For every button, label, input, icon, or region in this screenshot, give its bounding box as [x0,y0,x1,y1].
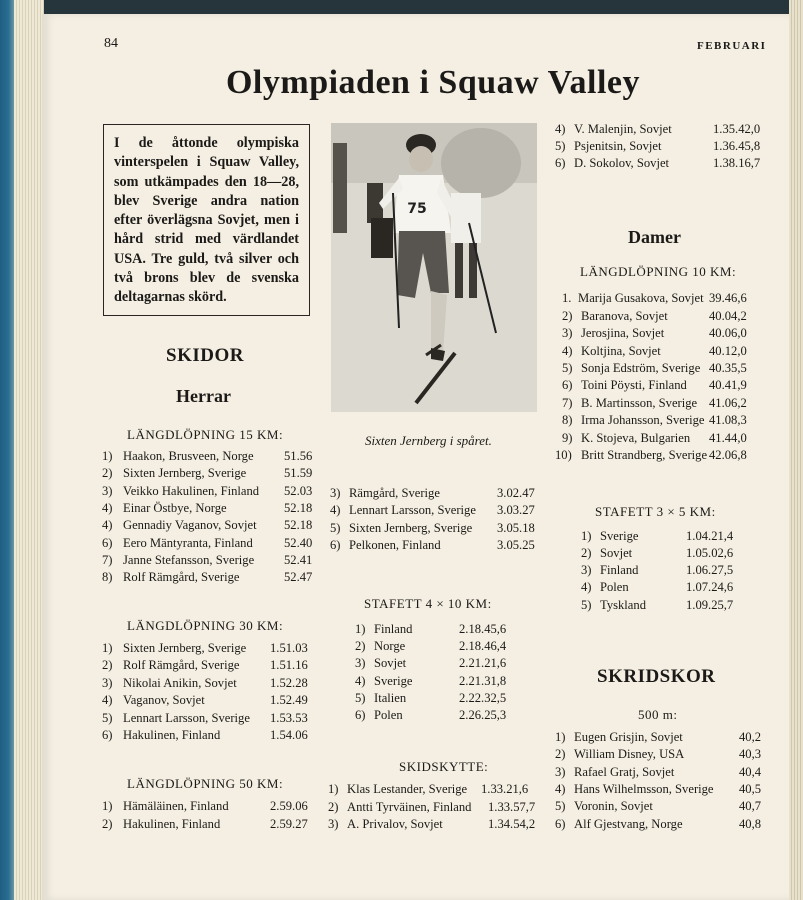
langd10-title: LÄNGDLÖPNING 10 KM: [580,264,737,279]
langd30-title: LÄNGDLÖPNING 30 KM: [127,618,284,633]
section-header: FEBRUARI [697,40,767,52]
langd15-title: LÄNGDLÖPNING 15 KM: [127,427,284,442]
page-stack-left [14,0,44,900]
stafett3x5-title: STAFETT 3 × 5 KM: [595,504,716,519]
page-title: Olympiaden i Squaw Valley [225,64,640,101]
herrar-heading: Herrar [176,386,231,406]
skridskor-heading: SKRIDSKOR [597,666,716,687]
background-top [0,0,803,14]
skier-photo [331,123,537,412]
m500-title: 500 m: [638,707,678,722]
intro-box: I de åttonde olympiska vinterspelen i Squaw Valley, som utkämpades den 18—28, blev Sverige andra nation efter överlägsna Sovjet, men i hård strid med värdlandet USA. Tre guld, två silver och två brons blev de svenska deltagarnas skörd. [103,124,310,316]
skidor-heading: SKIDOR [166,345,244,366]
langd50-title: LÄNGDLÖPNING 50 KM: [127,776,284,791]
page-number: 84 [104,36,118,51]
photo-caption: Sixten Jernberg i spåret. [365,433,492,448]
page-stack-right [789,0,803,900]
skier-illustration [331,123,537,412]
svg-text:75: 75 [407,201,427,217]
damer-heading: Damer [628,227,681,247]
stafett4x10-title: STAFETT 4 × 10 KM: [364,596,492,611]
skidskytte-title: SKIDSKYTTE: [399,759,489,774]
